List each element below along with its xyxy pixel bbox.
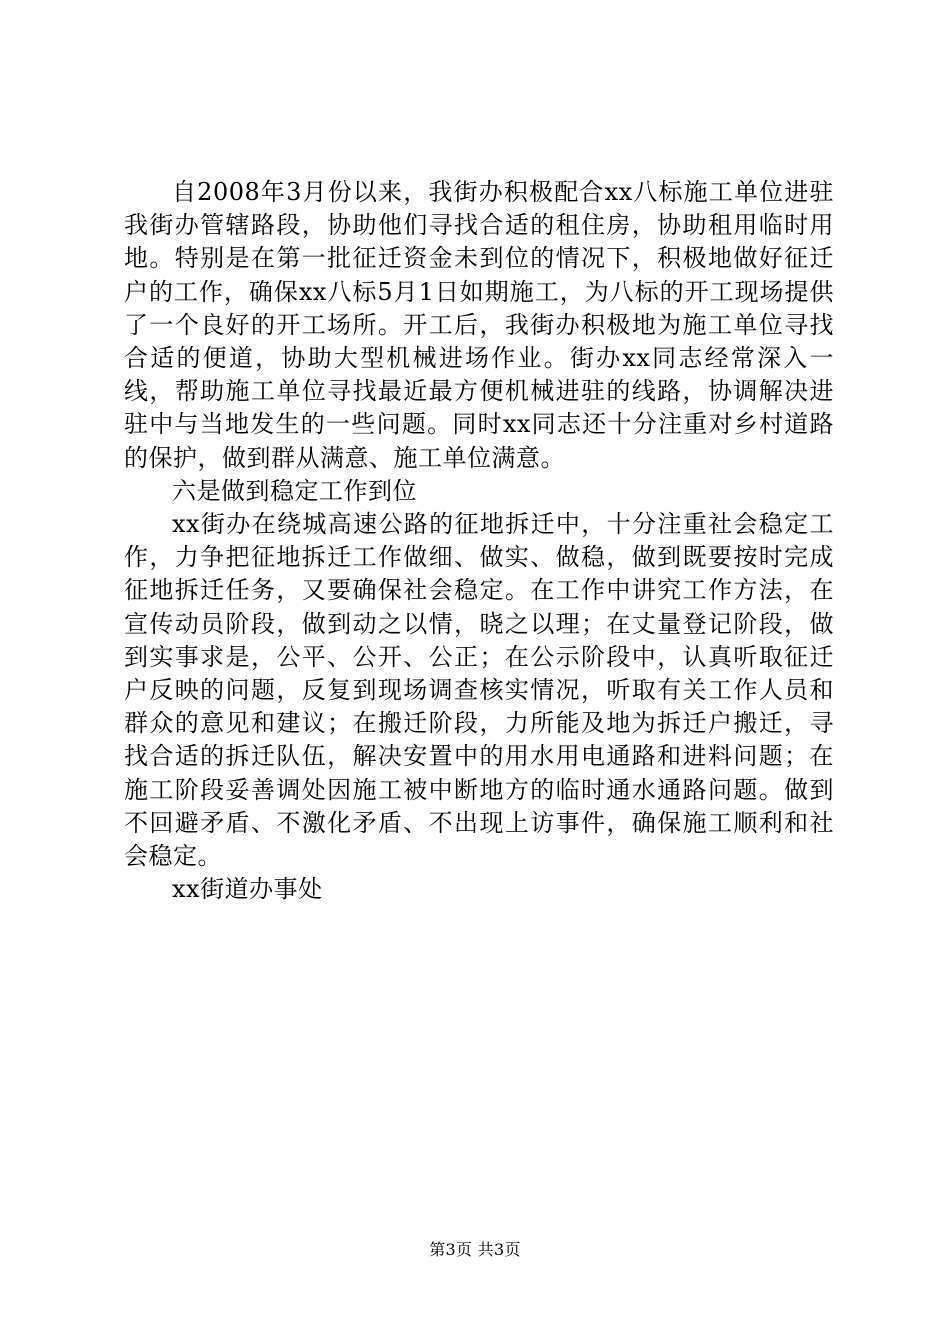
- paragraph-social-stability: xx街办在绕城高速公路的征地拆迁中，十分注重社会稳定工作，力争把征地拆迁工作做细、做实、做稳，做到既要按时完成征地拆迁任务，又要确保社会稳定。在工作中讲究工作方法，在宣传动员阶段，做到动之以情，晓之以理；在丈量登记阶段，做到实事求是，公平、公开、公正；在公示阶段中，认真听取征迁户反映的问题，反复到现场调查核实情况，听取有关工作人员和群众的意见和建议；在搬迁阶段，力所能及地为拆迁户搬迁，寻找合适的拆迁队伍，解决安置中的用水用电通路和进料问题；在施工阶段妥善调处因施工被中断地方的临时通水通路问题。做到不回避矛盾、不激化矛盾、不出现上访事件，确保施工顺利和社会稳定。: [124, 510, 834, 871]
- document-body: [124, 176, 834, 906]
- section-heading-stability: 六是做到稳定工作到位: [172, 476, 417, 505]
- page-number-footer: 第3页 共3页: [429, 1240, 521, 1259]
- paragraph-construction-support: 自2008年3月份以来，我街办积极配合xx八标施工单位进驻我街办管辖路段，协助他们寻找合适的租住房，协助租用临时用地。特别是在第一批征迁资金未到位的情况下，积极地做好征迁户的工作，确保xx八标5月1日如期施工，为八标的开工现场提供了一个良好的开工场所。开工后，我街办积极地为施工单位寻找合适的便道，协助大型机械进场作业。街办xx同志经常深入一线，帮助施工单位寻找最近最方便机械进驻的线路，协调解决进驻中与当地发生的一些问题。同时xx同志还十分注重对乡村道路的保护，做到群从满意、施工单位满意。: [124, 178, 834, 472]
- signature-office: xx街道办事处: [172, 875, 323, 904]
